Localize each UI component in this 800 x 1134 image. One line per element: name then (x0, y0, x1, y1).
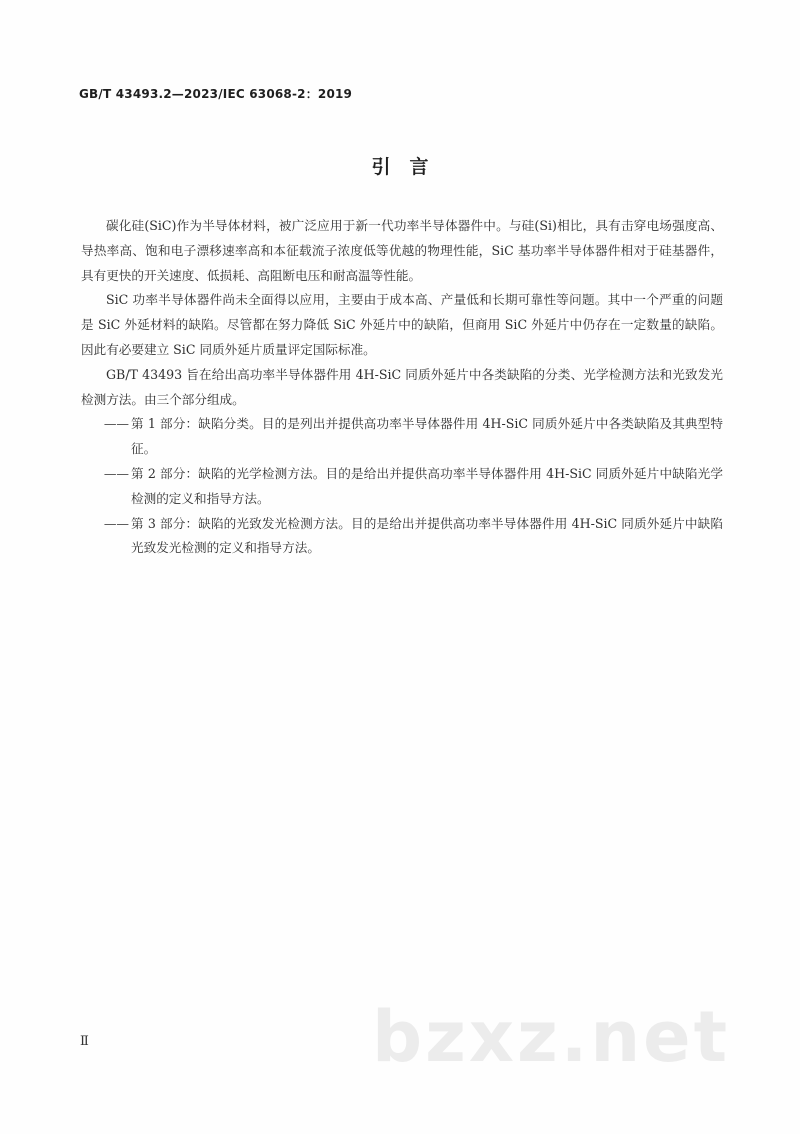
list-item-text: 第 3 部分：缺陷的光致发光检测方法。目的是给出并提供高功率半导体器件用 4H-SiC 同质外延片中缺陷光致发光检测的定义和指导方法。 (131, 515, 723, 556)
list-item-text: 第 1 部分：缺陷分类。目的是列出并提供高功率半导体器件用 4H-SiC 同质外延片中各类缺陷及其典型特征。 (131, 416, 723, 457)
section-title: 引 言 (371, 156, 429, 178)
standard-number-header: GB/T 43493.2—2023/IEC 63068-2：2019 (79, 87, 353, 101)
introduction-body (81, 214, 723, 561)
parts-list (81, 412, 723, 561)
paragraph-1: 碳化硅(SiC)作为半导体材料，被广泛应用于新一代功率半导体器件中。与硅(Si)相比，具有击穿电场强度高、导热率高、饱和电子漂移速率高和本征载流子浓度低等优越的物理性能，SiC 基功率半导体器件相对于硅基器件，具有更快的开关速度、低损耗、高阻断电压和耐高温等性能。 (81, 218, 723, 283)
page-number: Ⅱ (80, 1034, 89, 1049)
list-dash: —— (103, 465, 129, 481)
list-item (81, 412, 723, 462)
list-dash: —— (103, 515, 129, 531)
list-item (81, 512, 723, 562)
list-dash: —— (103, 416, 129, 432)
list-item (81, 462, 723, 512)
list-item-text: 第 2 部分：缺陷的光学检测方法。目的是给出并提供高功率半导体器件用 4H-SiC 同质外延片中缺陷光学检测的定义和指导方法。 (131, 465, 723, 506)
paragraph-2: SiC 功率半导体器件尚未全面得以应用，主要由于成本高、产量低和长期可靠性等问题。其中一个严重的问题是 SiC 外延材料的缺陷。尽管都在努力降低 SiC 外延片中的缺陷，但商用 SiC 外延片中仍存在一定数量的缺陷。因此有必要建立 SiC 同质外延片质量评定国际标准。 (81, 292, 723, 357)
paragraph-3: GB/T 43493 旨在给出高功率半导体器件用 4H-SiC 同质外延片中各类缺陷的分类、光学检测方法和光致发光检测方法。由三个部分组成。 (81, 366, 723, 407)
site-watermark: bzxz.net (372, 996, 731, 1078)
